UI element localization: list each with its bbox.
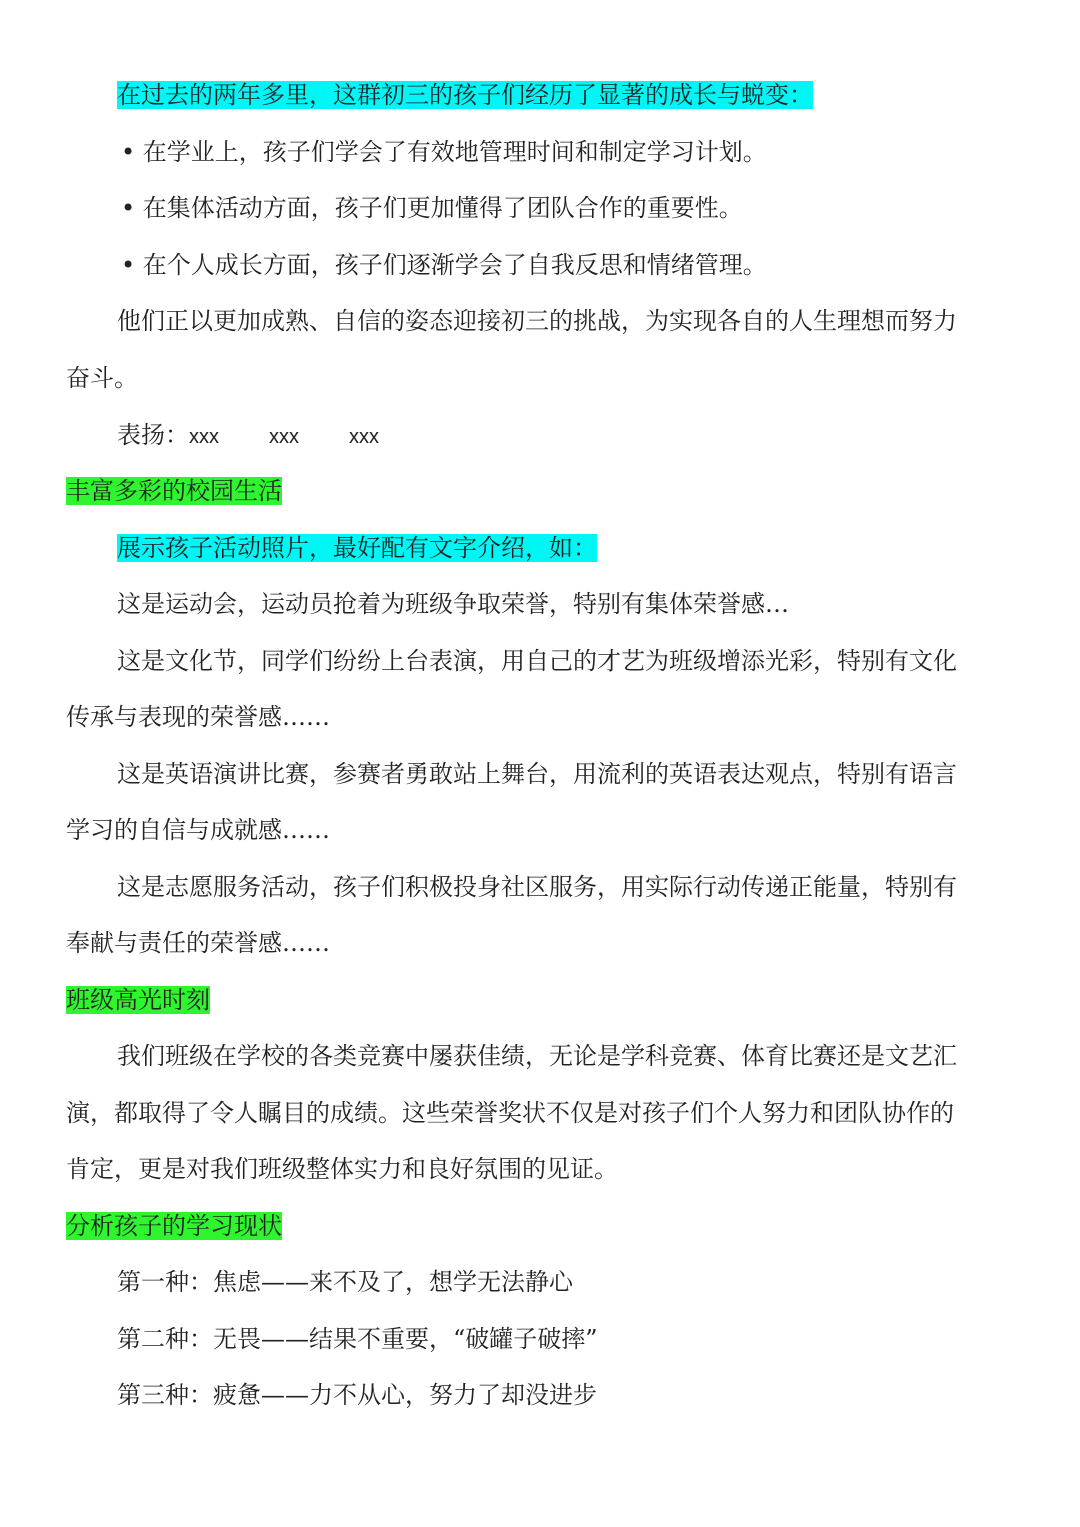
analysis-type-3: 第三种：疲惫——力不从心，努力了却没进步 (117, 1381, 597, 1409)
praise-name-3: xxx (349, 426, 379, 448)
highlights-heading: 班级高光时刻 (66, 986, 210, 1014)
praise-name-1: xxx (189, 426, 219, 448)
analysis-heading: 分析孩子的学习现状 (66, 1212, 282, 1240)
campus-volunteer-line-1: 这是志愿服务活动，孩子们积极投身社区服务，用实际行动传递正能量，特别有 (117, 873, 957, 901)
campus-culture-line-2: 传承与表现的荣誉感…… (66, 703, 330, 731)
praise-label: 表扬： (117, 421, 189, 449)
campus-heading: 丰富多彩的校园生活 (66, 477, 282, 505)
campus-prompt: 展示孩子活动照片，最好配有文字介绍，如： (117, 534, 597, 562)
intro-bullet-2: • 在集体活动方面，孩子们更加懂得了团队合作的重要性。 (121, 194, 743, 222)
intro-paragraph-line-2: 奋斗。 (66, 364, 138, 392)
highlights-heading-line (66, 980, 1026, 1020)
intro-bullet-3: • 在个人成长方面，孩子们逐渐学会了自我反思和情绪管理。 (121, 251, 767, 279)
campus-volunteer-line-2: 奉献与责任的荣誉感…… (66, 929, 330, 957)
analysis-type-2: 第二种：无畏——结果不重要，“破罐子破摔” (117, 1325, 598, 1353)
intro-bullet-1: • 在学业上，孩子们学会了有效地管理时间和制定学习计划。 (121, 138, 767, 166)
praise-name-2: xxx (269, 426, 299, 448)
analysis-heading-line (66, 1206, 1026, 1246)
highlights-line-2: 演，都取得了令人瞩目的成绩。这些荣誉奖状不仅是对孩子们个人努力和团队协作的 (66, 1099, 954, 1127)
analysis-type-1: 第一种：焦虑——来不及了，想学无法静心 (117, 1268, 573, 1296)
campus-english-line-2: 学习的自信与成就感…… (66, 816, 330, 844)
campus-english-line-1: 这是英语演讲比赛，参赛者勇敢站上舞台，用流利的英语表达观点，特别有语言 (117, 760, 957, 788)
campus-heading-line (66, 471, 1026, 511)
praise-line (117, 415, 1077, 457)
intro-heading-line (117, 75, 1077, 115)
campus-sports-line: 这是运动会，运动员抢着为班级争取荣誉，特别有集体荣誉感… (117, 590, 789, 618)
highlights-line-1: 我们班级在学校的各类竞赛中屡获佳绩，无论是学科竞赛、体育比赛还是文艺汇 (117, 1042, 957, 1070)
intro-paragraph-line-1: 他们正以更加成熟、自信的姿态迎接初三的挑战，为实现各自的人生理想而努力 (117, 307, 957, 335)
highlights-line-3: 肯定，更是对我们班级整体实力和良好氛围的见证。 (66, 1155, 618, 1183)
campus-culture-line-1: 这是文化节，同学们纷纷上台表演，用自己的才艺为班级增添光彩，特别有文化 (117, 647, 957, 675)
intro-heading: 在过去的两年多里，这群初三的孩子们经历了显著的成长与蜕变： (117, 81, 813, 109)
campus-prompt-line (117, 528, 1077, 568)
